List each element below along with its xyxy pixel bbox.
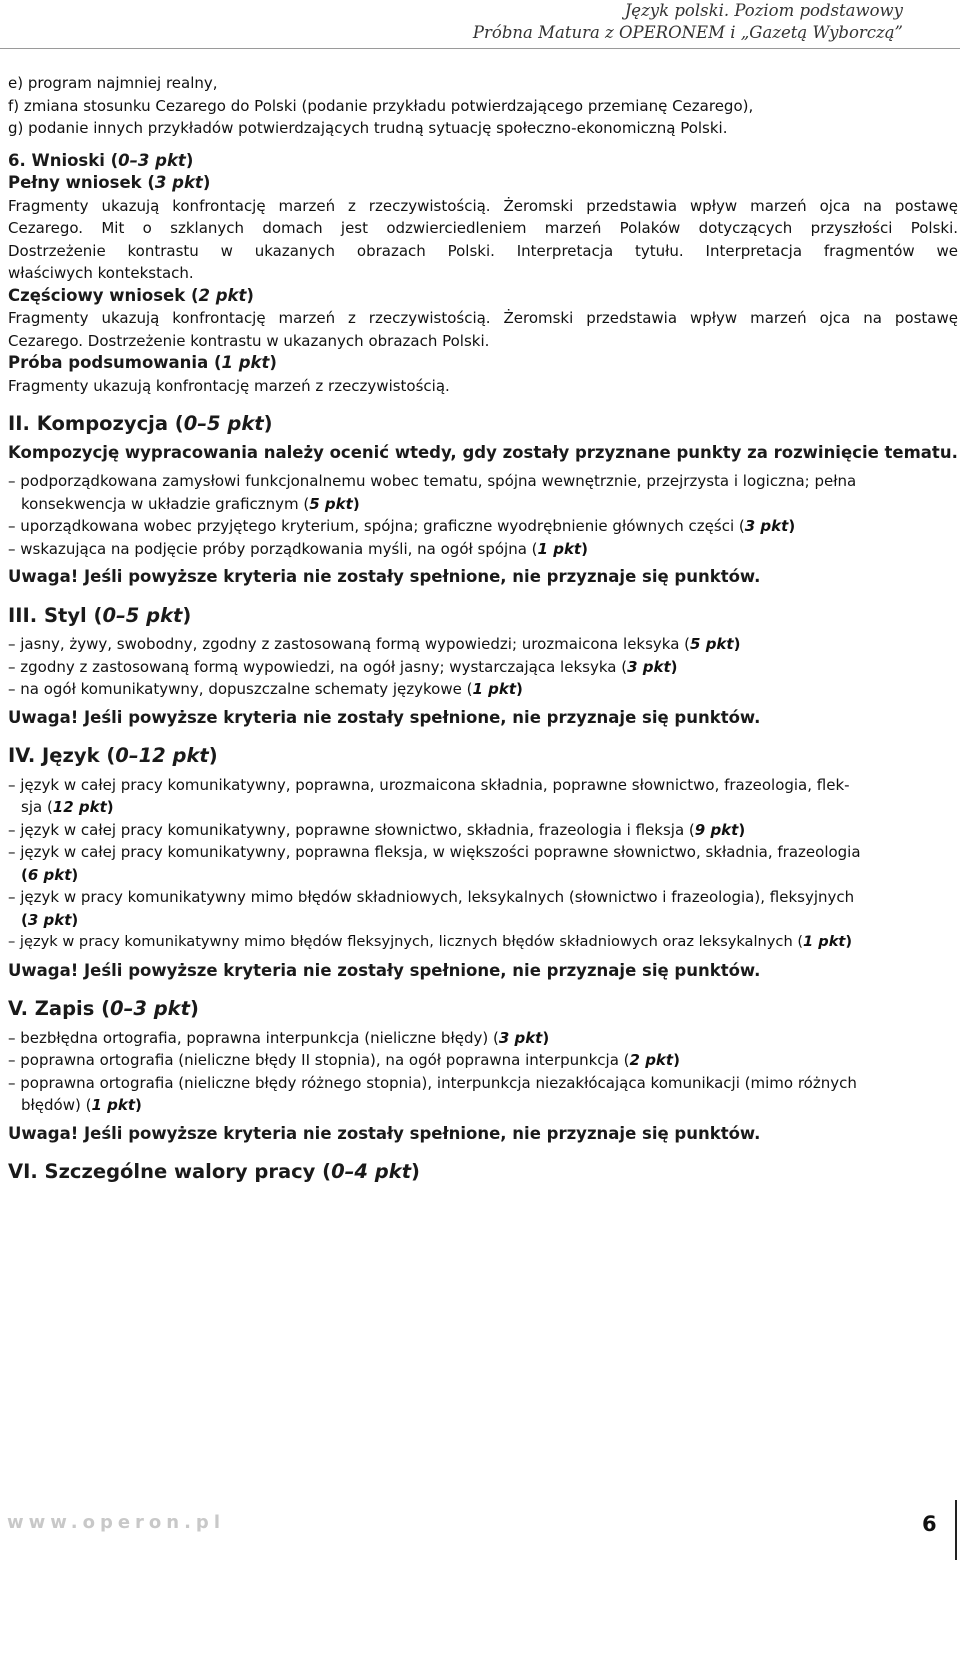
section-zapis (8, 998, 958, 1145)
criterion-points: 1 pkt (537, 539, 582, 558)
section-kompozycja (8, 413, 958, 589)
criterion-close: ) (733, 635, 741, 653)
criteria-list (8, 1027, 958, 1117)
list-tail (8, 72, 958, 140)
summary-attempt-label (8, 352, 958, 375)
criterion-item: – język w całej pracy komunikatywny, poprawna, urozmaicona składnia, poprawne słownictwo, frazeologia, flek- (8, 775, 850, 794)
header-subject: Język polski. Poziom podstawowy (624, 1, 903, 20)
full-conclusion-line: Dostrzeżenie kontrastu w ukazanych obrazach Polski. Interpretacja tytułu. Interpretacja fragmentów we (8, 241, 958, 260)
note: Uwaga! Jeśli powyższe kryteria nie zostały spełnione, nie przyznaje się punktów. (8, 567, 761, 586)
criterion-text: sja ( (21, 798, 53, 816)
criterion-item-continued (8, 796, 958, 819)
criterion-close: ) (71, 910, 79, 929)
label-close: ) (246, 285, 254, 305)
partial-conclusion-label (8, 285, 958, 308)
partial-conclusion-line: Fragmenty ukazują konfrontację marzeń z rzeczywistością. Żeromski przedstawia wpływ marzeń ojca na postawę (8, 309, 958, 327)
section-heading (8, 1161, 958, 1184)
criterion-text: ( (21, 910, 28, 929)
footer-website: www.operon.pl (7, 1512, 225, 1533)
criterion-close: ) (352, 494, 360, 513)
note: Uwaga! Jeśli powyższe kryteria nie zostały spełnione, nie przyznaje się punktów. (8, 960, 761, 980)
label-close: ) (269, 353, 277, 372)
full-conclusion-line: Cezarego. Mit o szklanych domach jest odzwierciedleniem marzeń Polaków dotyczących przyszłości Polski. (8, 219, 958, 237)
criterion-item (8, 931, 958, 954)
criterion-close: ) (670, 657, 678, 676)
content (8, 72, 958, 1184)
heading-close: ) (189, 997, 199, 1020)
criterion-item: – język w pracy komunikatywny mimo błędów składniowych, leksykalnych (słownictwo i frazeologia), fleksyjnych (8, 888, 855, 906)
title-points: 0–3 pkt (118, 150, 186, 170)
criterion-points: 6 pkt (27, 865, 72, 884)
criterion-item (8, 633, 958, 656)
label-points: 1 pkt (221, 353, 270, 372)
criterion-text: – uporządkowana wobec przyjętego kryterium, spójna; graficzne wyodrębnienie głównych części ( (8, 517, 745, 535)
full-conclusion-line: Fragmenty ukazują konfrontację marzeń z rzeczywistością. Żeromski przedstawia wpływ marzeń ojca na postawę (8, 196, 958, 215)
criterion-text: – język w całej pracy komunikatywny, poprawne słownictwo, składnia, frazeologia i fleksja ( (8, 820, 695, 839)
criterion-text: konsekwencja w układzie graficznym ( (21, 494, 310, 513)
criterion-points: 3 pkt (498, 1028, 543, 1047)
criterion-close: ) (542, 1028, 550, 1047)
page-number: 6 (922, 1512, 937, 1536)
label-text: Próba podsumowania ( (8, 353, 222, 372)
criterion-text: – bezbłędna ortografia, poprawna interpunkcja (nieliczne błędy) ( (8, 1028, 499, 1047)
criteria-list (8, 774, 958, 954)
header-exam: Próbna Matura z OPERONEM i „Gazetą Wyborczą” (472, 23, 903, 42)
criterion-text: – jasny, żywy, swobodny, zgodny z zastosowaną formą wypowiedzi; urozmaicona leksyka ( (8, 635, 691, 653)
note: Uwaga! Jeśli powyższe kryteria nie zostały spełnione, nie przyznaje się punktów. (8, 1123, 761, 1143)
heading-close: ) (263, 412, 273, 435)
list-item-e: e) program najmniej realny, (8, 74, 218, 92)
section-wnioski (8, 150, 958, 398)
full-conclusion-label (8, 172, 958, 195)
criterion-points: 3 pkt (744, 517, 789, 535)
heading-points: 0–3 pkt (110, 997, 190, 1020)
list-item-g: g) podanie innych przykładów potwierdzających trudną sytuację społeczno-ekonomiczną Polski. (8, 119, 728, 137)
criterion-points: 2 pkt (629, 1051, 674, 1069)
page-header (473, 0, 903, 44)
criterion-text: – język w pracy komunikatywny mimo błędów fleksyjnych, licznych błędów składniowych oraz leksykalnych ( (8, 933, 804, 950)
title-close: ) (185, 150, 194, 170)
criterion-close: ) (516, 680, 523, 698)
criterion-close: ) (673, 1051, 680, 1069)
criteria-list (8, 470, 958, 560)
heading-text: VI. Szczególne walory pracy ( (8, 1160, 332, 1183)
section-heading (8, 605, 958, 628)
section-jezyk (8, 745, 958, 982)
criterion-text: – na ogół komunikatywny, dopuszczalne schematy językowe ( (8, 680, 473, 698)
summary-attempt-line: Fragmenty ukazują konfrontację marzeń z rzeczywistością. (8, 376, 450, 395)
criterion-item: – język w całej pracy komunikatywny, poprawna fleksja, w większości poprawne słownictwo, składnia, frazeologia (8, 843, 861, 861)
section-walory (8, 1161, 958, 1184)
list-item-f: f) zmiana stosunku Cezarego do Polski (podanie przykładu potwierdzającego przemianę Cezarego), (8, 96, 754, 115)
criterion-close: ) (135, 1096, 142, 1114)
criterion-points: 1 pkt (91, 1096, 135, 1114)
label-points: 3 pkt (154, 173, 203, 192)
criterion-points: 5 pkt (309, 494, 353, 513)
heading-text: III. Styl ( (8, 603, 103, 627)
full-conclusion-line: właściwych kontekstach. (8, 264, 194, 282)
heading-text: V. Zapis ( (8, 997, 111, 1020)
section-intro: Kompozycję wypracowania należy ocenić wtedy, gdy zostały przyznane punkty za rozwinięcie tematu. (8, 442, 958, 462)
criterion-close: ) (581, 539, 588, 558)
criterion-item (8, 819, 958, 842)
label-text: Pełny wniosek ( (8, 173, 155, 192)
criterion-item (8, 515, 958, 538)
criterion-text: – wskazująca na podjęcie próby porządkowania myśli, na ogół spójna ( (8, 539, 538, 558)
criterion-points: 12 pkt (52, 798, 107, 816)
criterion-item: – podporządkowana zamysłowi funkcjonalnemu wobec tematu, spójna wewnętrznie, przejrzysta i logiczna; pełna (8, 472, 857, 490)
partial-conclusion-line: Cezarego. Dostrzeżenie kontrastu w ukazanych obrazach Polski. (8, 331, 490, 350)
heading-points: 0–12 pkt (115, 744, 209, 767)
criterion-close: ) (788, 517, 796, 535)
criterion-close: ) (845, 933, 853, 950)
criterion-item-continued (8, 864, 958, 887)
heading-close: ) (411, 1160, 420, 1183)
criteria-list (8, 633, 958, 701)
section-heading (8, 413, 958, 436)
label-close: ) (202, 173, 211, 192)
criterion-points: 1 pkt (472, 680, 516, 698)
heading-text: IV. Język ( (8, 744, 116, 767)
criterion-item (8, 538, 958, 561)
section-styl (8, 605, 958, 730)
heading-close: ) (182, 603, 192, 627)
criterion-text: błędów) ( (21, 1096, 92, 1114)
criterion-points: 3 pkt (627, 657, 671, 676)
criterion-item-continued (8, 493, 958, 516)
label-points: 2 pkt (198, 285, 247, 305)
heading-points: 0–4 pkt (331, 1160, 412, 1183)
header-divider (0, 48, 960, 49)
criterion-item-continued (8, 1094, 958, 1117)
section-title (8, 150, 958, 173)
criterion-text: – zgodny z zastosowaną formą wypowiedzi, na ogół jasny; wystarczająca leksyka ( (8, 657, 628, 676)
section-heading (8, 745, 958, 768)
footer-divider (955, 1500, 957, 1560)
heading-close: ) (208, 744, 218, 767)
criterion-points: 5 pkt (690, 635, 734, 653)
criterion-item (8, 656, 958, 679)
criterion-item (8, 1027, 958, 1050)
criterion-text: – poprawna ortografia (nieliczne błędy II stopnia), na ogół poprawna interpunkcja ( (8, 1051, 630, 1069)
criterion-item (8, 1049, 958, 1072)
label-text: Częściowy wniosek ( (8, 285, 199, 305)
criterion-item: – poprawna ortografia (nieliczne błędy różnego stopnia), interpunkcja niezakłócająca komunikacji (mimo różnych (8, 1073, 857, 1092)
criterion-text: ( (21, 865, 28, 884)
criterion-close: ) (106, 798, 114, 816)
criterion-close: ) (71, 865, 79, 884)
heading-points: 0–5 pkt (183, 412, 264, 435)
title-text: 6. Wnioski ( (8, 150, 119, 170)
heading-text: II. Kompozycja ( (8, 412, 184, 435)
heading-points: 0–5 pkt (102, 603, 183, 627)
criterion-points: 9 pkt (694, 820, 739, 839)
criterion-points: 3 pkt (27, 910, 72, 929)
section-heading (8, 998, 958, 1021)
criterion-points: 1 pkt (803, 933, 846, 950)
note: Uwaga! Jeśli powyższe kryteria nie zostały spełnione, nie przyznaje się punktów. (8, 707, 761, 727)
criterion-item (8, 678, 958, 701)
criterion-close: ) (738, 820, 746, 839)
criterion-item-continued (8, 909, 958, 932)
